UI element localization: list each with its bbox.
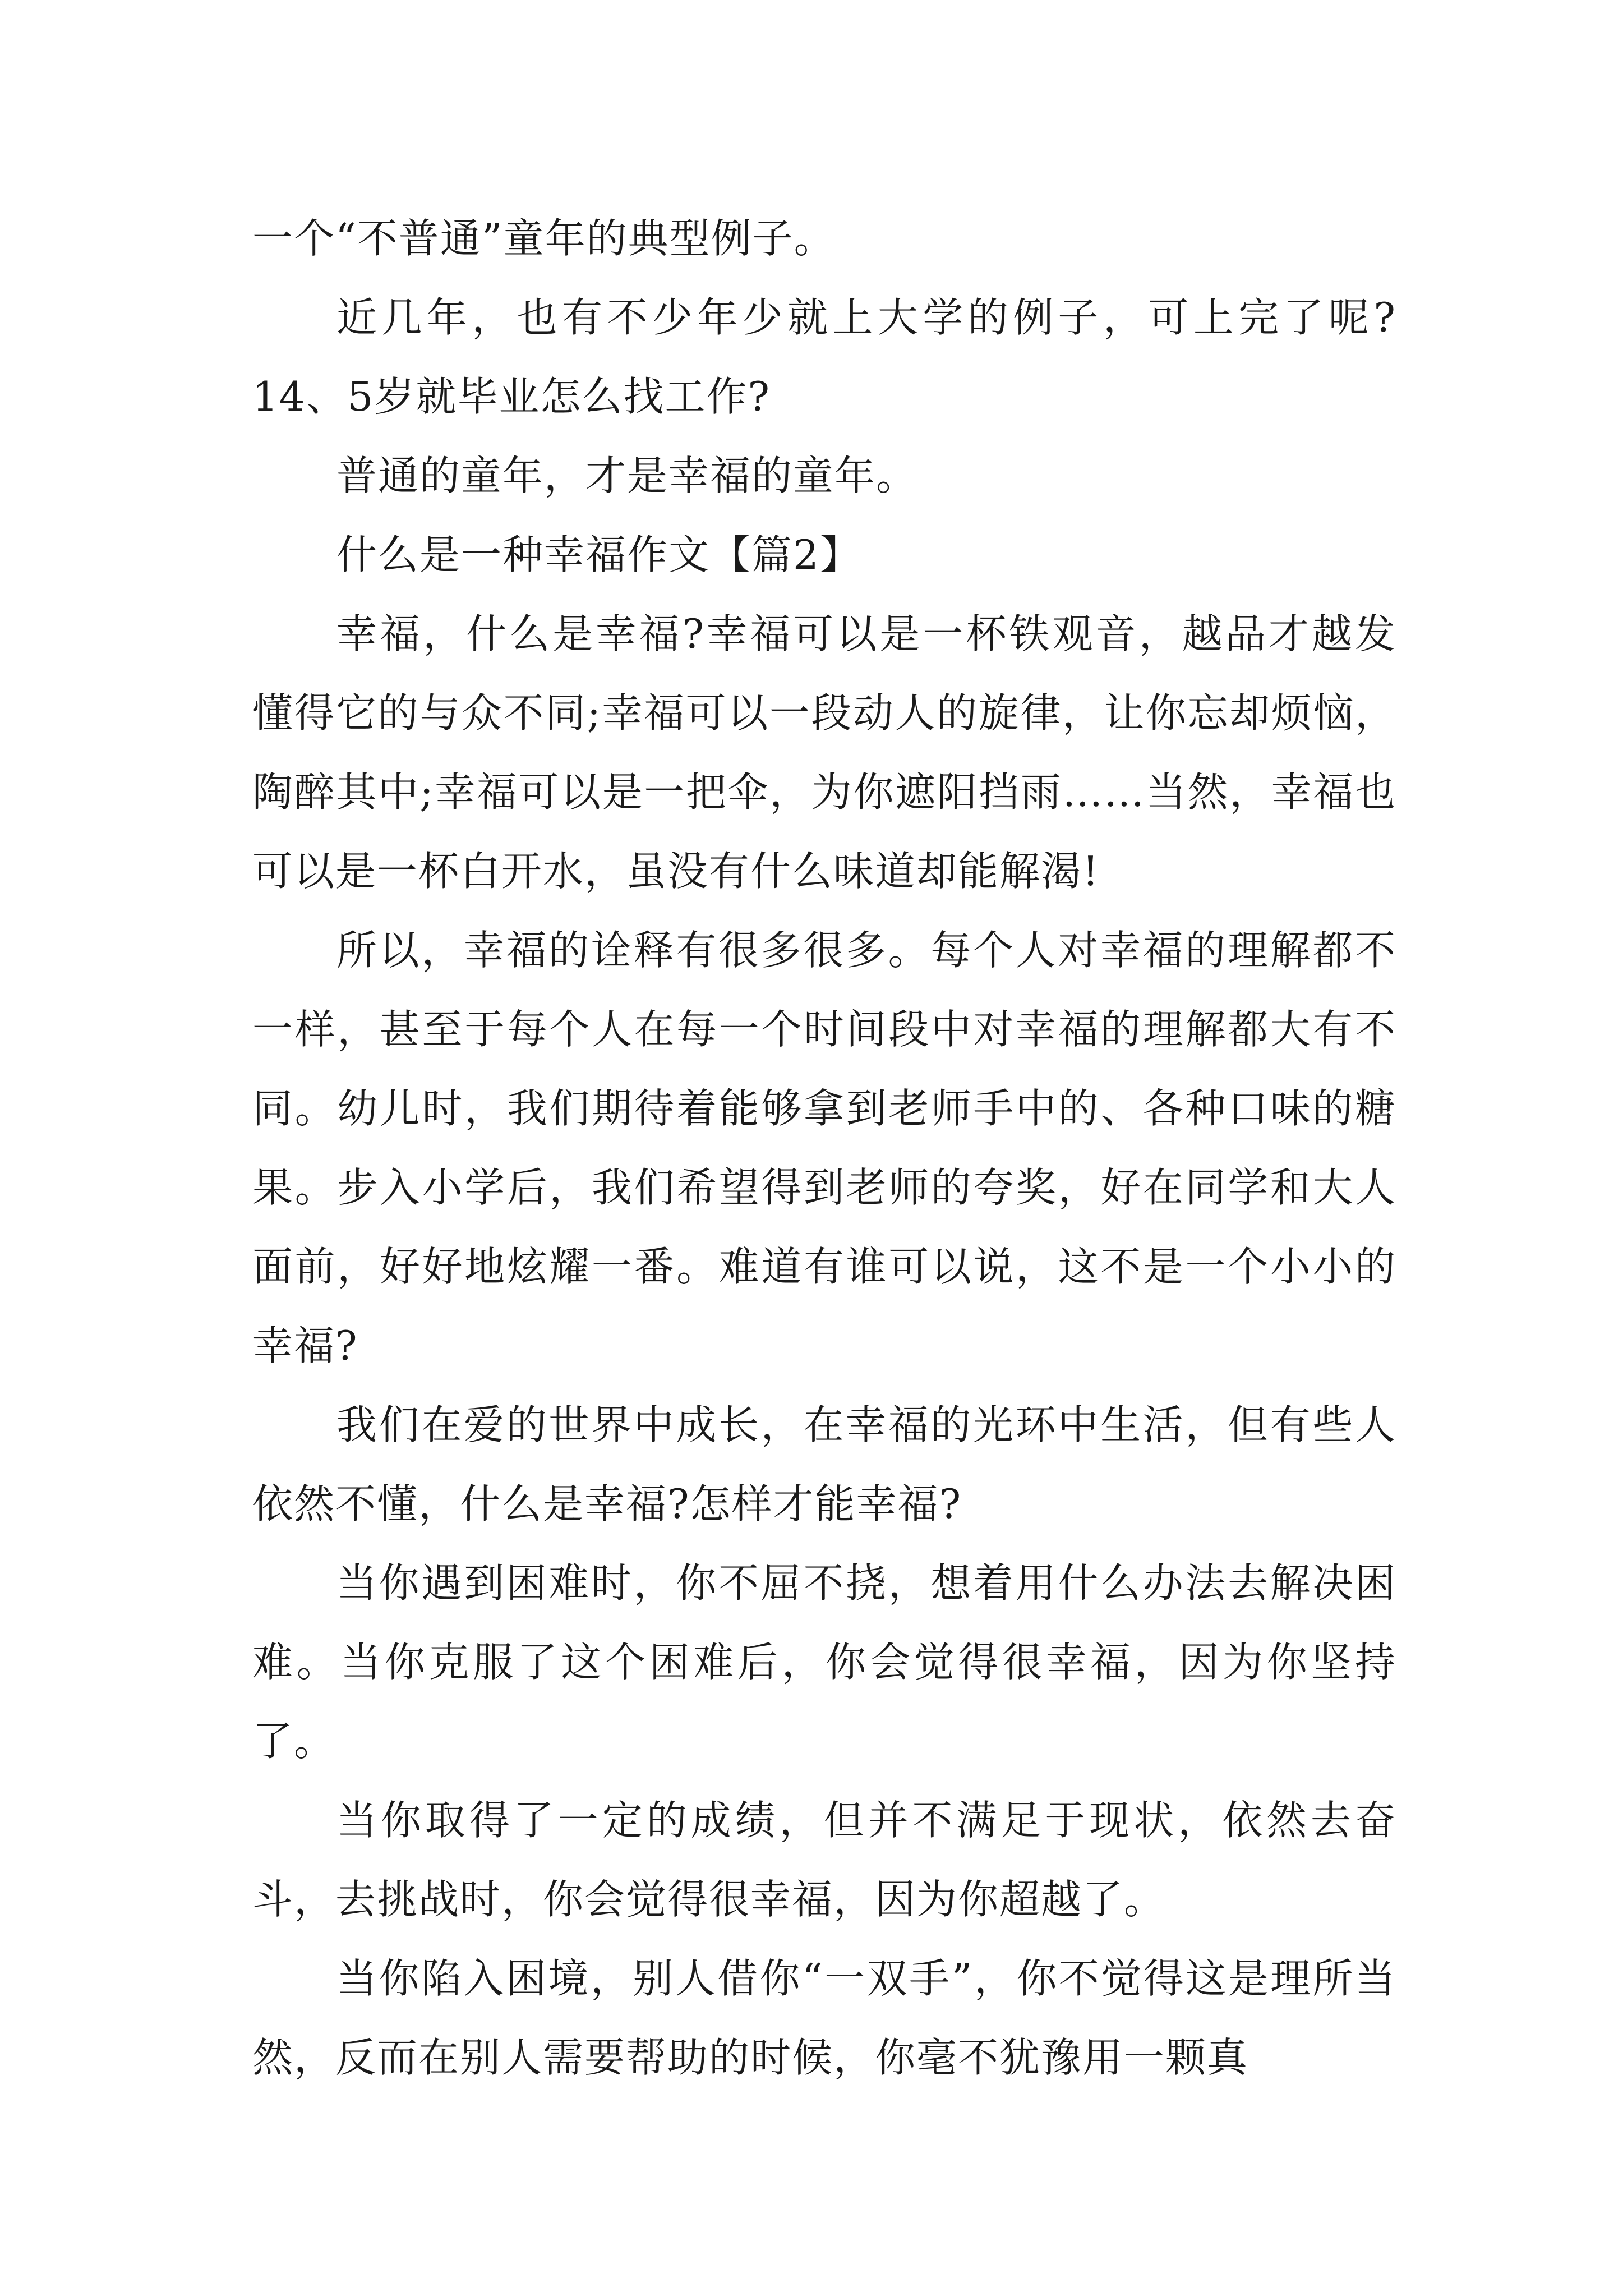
paragraph: 所以，幸福的诠释有很多很多。每个人对幸福的理解都不一样，甚至于每个人在每一个时间段中对幸福的理解都大有不同。幼儿时，我们期待着能够拿到老师手中的、各种口味的糖果。步入小学后，我们希望得到老师的夸奖，好在同学和大人面前，好好地炫耀一番。难道有谁可以说，这不是一个小小的幸福?	[252, 927, 1396, 1369]
paragraph: 幸福，什么是幸福?幸福可以是一杯铁观音，越品才越发懂得它的与众不同;幸福可以一段动人的旋律，让你忘却烦恼，陶醉其中;幸福可以是一把伞，为你遮阳挡雨……当然，幸福也可以是一杯白开水，虽没有什么味道却能解渴!	[252, 610, 1396, 895]
paragraph: 我们在爱的世界中成长，在幸福的光环中生活，但有些人依然不懂，什么是幸福?怎样才能幸福?	[252, 1401, 1396, 1527]
document-body	[252, 199, 1396, 2097]
paragraph: 当你取得了一定的成绩，但并不满足于现状，依然去奋斗，去挑战时，你会觉得很幸福，因为你超越了。	[252, 1797, 1396, 1923]
section-heading: 什么是一种幸福作文【篇2】	[336, 531, 861, 578]
paragraph: 当你陷入困境，别人借你“一双手”，你不觉得这是理所当然，反而在别人需要帮助的时候，你毫不犹豫用一颗真	[252, 1955, 1396, 2081]
paragraph-continuation: 一个“不普通”童年的典型例子。	[252, 215, 836, 262]
paragraph: 当你遇到困难时，你不屈不挠，想着用什么办法去解决困难。当你克服了这个困难后，你会觉得很幸福，因为你坚持了。	[252, 1559, 1396, 1765]
paragraph: 普通的童年，才是幸福的童年。	[336, 452, 918, 499]
paragraph: 近几年，也有不少年少就上大学的例子，可上完了呢?14、5岁就毕业怎么找工作?	[252, 294, 1396, 420]
